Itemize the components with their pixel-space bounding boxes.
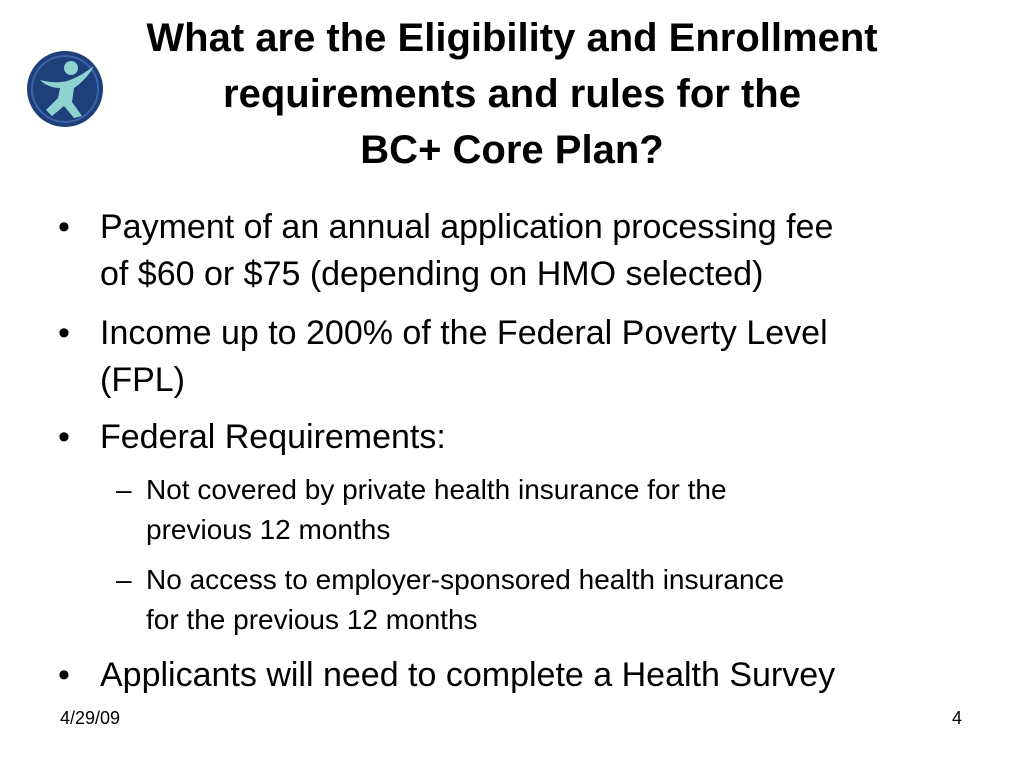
footer-page-number: 4 <box>951 708 962 728</box>
bullet-text: of $60 or $75 (depending on HMO selected) <box>100 255 764 293</box>
sub-bullet-text: previous 12 months <box>146 514 391 545</box>
bullet-text: Applicants will need to complete a Health Survey <box>100 656 836 694</box>
bullet-text: Federal Requirements: <box>100 418 446 456</box>
bullet-text: Income up to 200% of the Federal Poverty Level <box>100 314 828 352</box>
bullet-marker: • <box>58 656 70 694</box>
title-line: requirements and rules for the <box>223 72 801 116</box>
title-line: What are the Eligibility and Enrollment <box>146 16 878 60</box>
sub-bullet-text: No access to employer-sponsored health insurance <box>146 564 785 595</box>
sub-bullet-marker: – <box>116 564 132 595</box>
sub-bullet-text: for the previous 12 months <box>146 604 478 635</box>
sub-bullet-text: Not covered by private health insurance for the <box>146 474 727 505</box>
bullet-text: Payment of an annual application processing fee <box>100 208 834 246</box>
bullet-marker: • <box>58 314 70 352</box>
bullet-marker: • <box>58 418 70 456</box>
bullet-text: (FPL) <box>100 361 185 399</box>
title-line: BC+ Core Plan? <box>360 128 664 172</box>
footer-date: 4/29/09 <box>60 708 121 728</box>
sub-bullet-marker: – <box>116 474 132 505</box>
bullet-marker: • <box>58 208 70 246</box>
